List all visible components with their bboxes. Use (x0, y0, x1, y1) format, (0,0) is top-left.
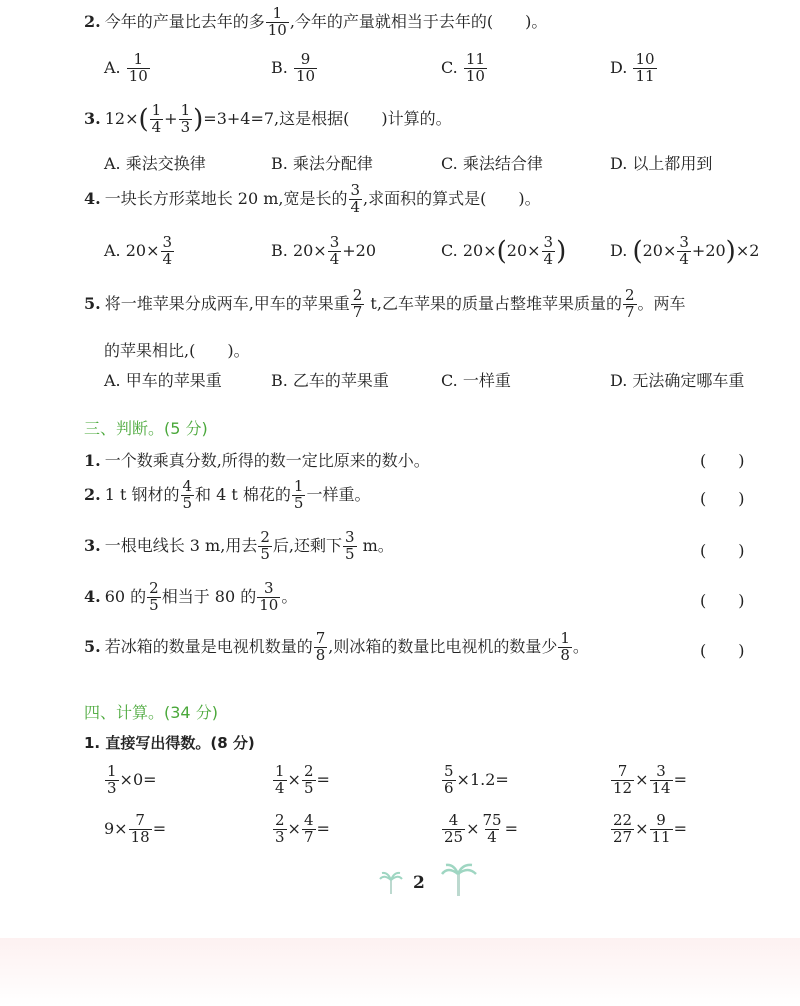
option-d[interactable]: D. 以上都用到 (610, 154, 713, 173)
option-c[interactable]: C. 乘法结合律 (441, 154, 543, 173)
question-number: 3. (84, 108, 101, 128)
option-d[interactable]: D. (20× $\frac{3}{4}$ +20)×2 (610, 233, 760, 268)
question-number: 2. (84, 11, 101, 31)
calc-item: $\frac{1}{4}$ × $\frac{2}{5}$ = (275, 762, 330, 797)
subsection-title: 1. 直接写出得数。(8 分) (84, 734, 255, 752)
option-b[interactable]: B. $\frac{9}{10}$ (271, 50, 316, 85)
option-a[interactable]: A. 20× $\frac{3}{4}$ (104, 233, 173, 268)
judge-item-5: 5. 若冰箱的数量是电视机数量的 $\frac{7}{8}$ ,则冰箱的数量比电视机的数量少 $\frac{1}{8}$ 。 (84, 629, 589, 664)
option-b[interactable]: B. 20× $\frac{3}{4}$ +20 (271, 233, 377, 268)
question-3-options (104, 151, 744, 173)
calc-item: $\frac{1}{3}$ ×0= (107, 762, 157, 797)
answer-blank[interactable]: ( ) (700, 451, 745, 470)
question-number: 5. (84, 293, 101, 313)
palm-tree-icon (378, 870, 404, 896)
judge-item-1: 1. 一个数乘真分数,所得的数一定比原来的数小。 (84, 451, 430, 470)
option-a[interactable]: A. 甲车的苹果重 (104, 371, 222, 390)
section-4-title: 四、计算。(34 分) (84, 703, 218, 722)
calc-item: $\frac{7}{12}$ × $\frac{3}{14}$ = (613, 762, 687, 797)
question-4-stem: 4. 一块长方形菜地长 20 m,宽是长的 $\frac{3}{4}$ ,求面积的算式是( )。 (84, 181, 541, 216)
option-d[interactable]: D. $\frac{10}{11}$ (610, 50, 655, 85)
question-2-stem (84, 6, 547, 39)
question-4-options (104, 235, 764, 275)
answer-blank[interactable]: ( ) (700, 489, 745, 508)
calc-item: $\frac{5}{6}$ ×1.2= (444, 762, 509, 797)
question-3-stem: 3. 12×( $\frac{1}{4}$ + $\frac{1}{3}$ )=3+4=7,这是根据( )计算的。 (84, 101, 452, 136)
fraction: $\frac{1}{10}$ (267, 4, 287, 39)
judge-item-4: 4. 60 的 $\frac{2}{5}$ 相当于 80 的 $\frac{3}{10}$ 。 (84, 579, 298, 614)
option-a[interactable]: A. 乘法交换律 (104, 154, 206, 173)
answer-blank[interactable]: ( ) (700, 641, 745, 660)
judge-item-2: 2. 1 t 钢材的 $\frac{4}{5}$ 和 4 t 棉花的 $\frac{1}{5}$ 一样重。 (84, 477, 371, 512)
option-b[interactable]: B. 乙车的苹果重 (271, 371, 389, 390)
calc-item: $\frac{4}{25}$ × $\frac{75}{4}$ = (444, 811, 518, 846)
question-text: 今年的产量比去年的多 (104, 11, 265, 31)
option-b[interactable]: B. 乘法分配律 (271, 154, 373, 173)
page-number: 2 (413, 873, 425, 893)
question-5-stem-line2: 的苹果相比,( )。 (104, 341, 250, 360)
page-bottom-band (0, 938, 800, 1006)
option-c[interactable]: C. 一样重 (441, 371, 511, 390)
palm-tree-icon (440, 862, 478, 898)
section-3-title: 三、判断。(5 分) (84, 419, 208, 438)
question-5-stem: 5. 将一堆苹果分成两车,甲车的苹果重 $\frac{2}{7}$ t,乙车苹果的质量占整堆苹果质量的 $\frac{2}{7}$ 。两车 (84, 286, 686, 321)
question-text: ,今年的产量就相当于去年的( )。 (289, 11, 548, 31)
answer-blank[interactable]: ( ) (700, 541, 745, 560)
question-number: 4. (84, 188, 101, 208)
option-c[interactable]: C. 20×(20× $\frac{3}{4}$ ) (441, 233, 567, 268)
judge-item-3: 3. 一根电线长 3 m,用去 $\frac{2}{5}$ 后,还剩下 $\frac{3}{5}$ m。 (84, 528, 394, 563)
calc-item: $\frac{2}{3}$ × $\frac{4}{7}$ = (275, 811, 330, 846)
option-c[interactable]: C. $\frac{11}{10}$ (441, 50, 485, 85)
calc-item: $\frac{22}{27}$ × $\frac{9}{11}$ = (613, 811, 687, 846)
option-a[interactable]: A. $\frac{1}{10}$ (104, 50, 148, 85)
question-5-options (104, 368, 764, 390)
answer-blank[interactable]: ( ) (700, 591, 745, 610)
calc-item: 9× $\frac{7}{18}$ = (104, 811, 167, 846)
option-d[interactable]: D. 无法确定哪车重 (610, 371, 745, 390)
